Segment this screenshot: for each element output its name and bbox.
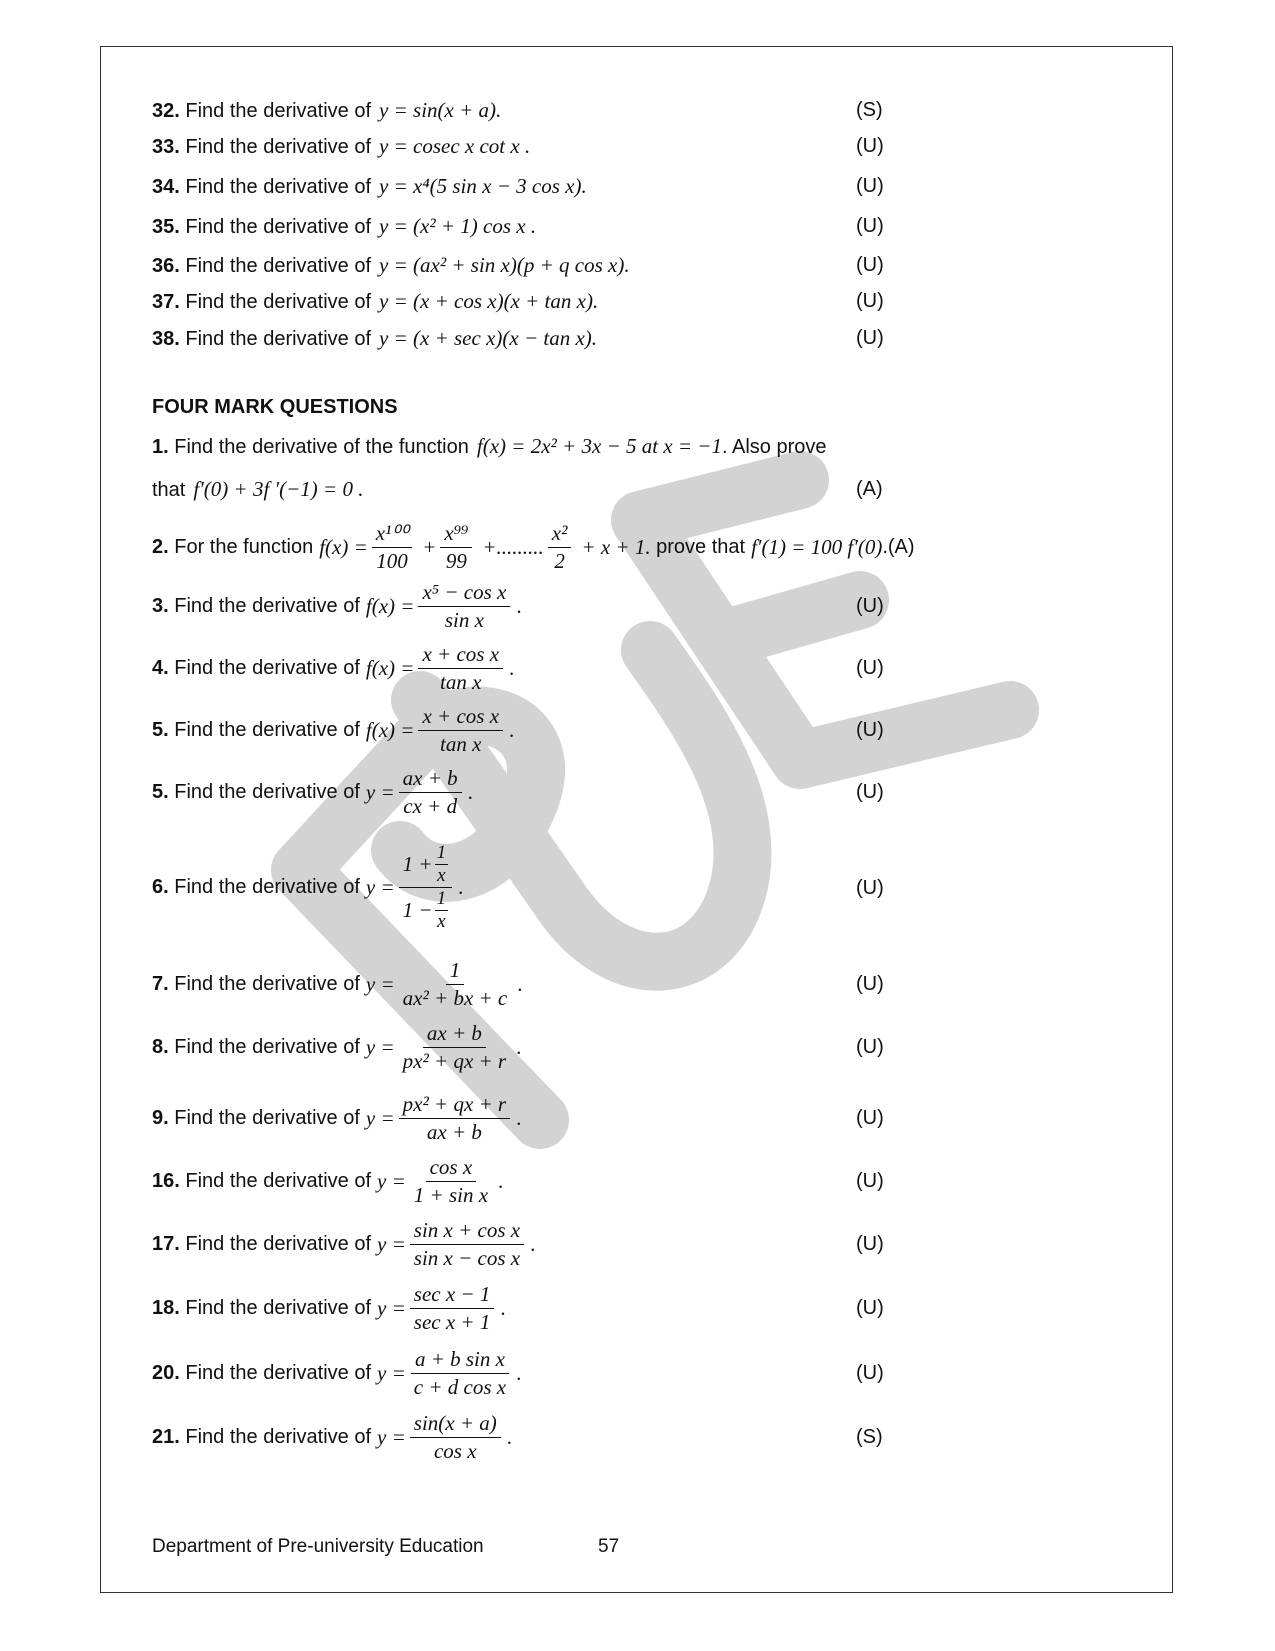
four-mark-question-4: 4. Find the derivative of f(x) = $\frac{\text{x + cos x}}{\text{tan x}}$ . [152,641,515,694]
section-heading: FOUR MARK QUESTIONS [152,396,398,418]
tag-f7: (U) [856,973,884,995]
footer-department: Department of Pre-university Education [152,1536,484,1557]
equation: y = cosec x cot x . [379,134,531,158]
tag-f8: (U) [856,1036,884,1058]
four-mark-question-17: 17. Find the derivative of y = $\frac{\text{sin x + cos x}}{\text{sin x − cos x}}$ . [152,1217,536,1270]
question-34: 34. Find the derivative of y = x⁴(5 sin x − 3 cos x). [152,174,587,198]
four-mark-question-8: 8. Find the derivative of y = $\frac{ax + b}{\text{px² + qx + r}}$ . [152,1020,522,1073]
question-38: 38. Find the derivative of y = (x + sec x)(x − tan x). [152,326,598,350]
equation: y = (ax² + sin x)(p + q cos x). [379,253,630,277]
four-mark-question-5b: 5. Find the derivative of y = $\frac{ax + b}{cx + d}$ . [152,765,473,818]
equation: y = (x + cos x)(x + tan x). [379,289,599,313]
equation: y = x⁴(5 sin x − 3 cos x). [379,174,587,198]
question-37: 37. Find the derivative of y = (x + cos x)(x + tan x). [152,289,599,313]
tag-f5: (U) [856,719,884,741]
tag-34: (U) [856,175,884,197]
question-35: 35. Find the derivative of y = (x² + 1) cos x . [152,214,537,238]
four-mark-question-9: 9. Find the derivative of y = $\frac{\text{px² + qx + r}}{ax + b}$ . [152,1091,522,1144]
tag-f6: (U) [856,877,884,899]
tag-f3: (U) [856,595,884,617]
four-mark-question-5: 5. Find the derivative of f(x) = $\frac{\text{x + cos x}}{\text{tan x}}$ . [152,703,515,756]
four-mark-question-7: 7. Find the derivative of y = $\frac{1}{\text{ax² + bx + c}}$ . [152,957,523,1010]
four-mark-question-18: 18. Find the derivative of y = $\frac{\text{sec x − 1}}{\text{sec x + 1}}$ . [152,1281,506,1334]
question-32: 32. Find the derivative of y = sin(x + a). [152,98,502,122]
four-mark-question-1: 1. Find the derivative of the function f(x) = 2x² + 3x − 5 at x = −1. Also prove [152,434,827,458]
four-mark-question-6: 6. Find the derivative of y = 1 + $\frac{1}{x}$ 1 − $\frac{1}{x}$ . [152,841,464,932]
equation: y = sin(x + a). [379,98,502,122]
tag-32: (S) [856,99,883,121]
question-33: 33. Find the derivative of y = cosec x cot x . [152,134,531,158]
equation: y = (x² + 1) cos x . [379,214,537,238]
equation: f′(0) + 3f ′(−1) = 0 . [193,477,364,501]
tag-f9: (U) [856,1107,884,1129]
equation: f(x) = 2x² + 3x − 5 at x = −1 [476,434,722,458]
tag-35: (U) [856,215,884,237]
tag-36: (U) [856,254,884,276]
four-mark-question-3: 3. Find the derivative of f(x) = $\frac{\text{x⁵ − cos x}}{\text{sin x}}$ . [152,579,522,632]
tag-f21: (S) [856,1426,883,1448]
tag-f5b: (U) [856,781,884,803]
question-36: 36. Find the derivative of y = (ax² + sin x)(p + q cos x). [152,253,630,277]
four-mark-question-2: 2. For the function f(x) = $\frac{\text{x¹⁰⁰}}{100}$ + $\frac{\text{x⁹⁹}}{99}$ +......... $\frac{\text{x²}}{2}$ + x + 1. prove that f′(1) = 100 f′(0) .(A) [152,520,915,573]
tag-33: (U) [856,135,884,157]
four-mark-question-1-line2: that f′(0) + 3f ′(−1) = 0 . [152,477,364,501]
page-number: 57 [598,1536,620,1557]
tag-f4: (U) [856,657,884,679]
four-mark-question-20: 20. Find the derivative of y = $\frac{\text{a + b sin x}}{\text{c + d cos x}}$ . [152,1346,522,1399]
tag-f1: (A) [856,478,883,500]
tag-37: (U) [856,290,884,312]
tag-f17: (U) [856,1233,884,1255]
equation: y = (x + sec x)(x − tan x). [379,326,598,350]
tag-38: (U) [856,327,884,349]
tag-f16: (U) [856,1170,884,1192]
tag-f18: (U) [856,1297,884,1319]
four-mark-question-21: 21. Find the derivative of y = $\frac{\sin(x + a)}{\text{cos x}}$ . [152,1410,513,1463]
tag-f20: (U) [856,1362,884,1384]
four-mark-question-16: 16. Find the derivative of y = $\frac{\text{cos x}}{\text{1 + sin x}}$ . [152,1154,504,1207]
